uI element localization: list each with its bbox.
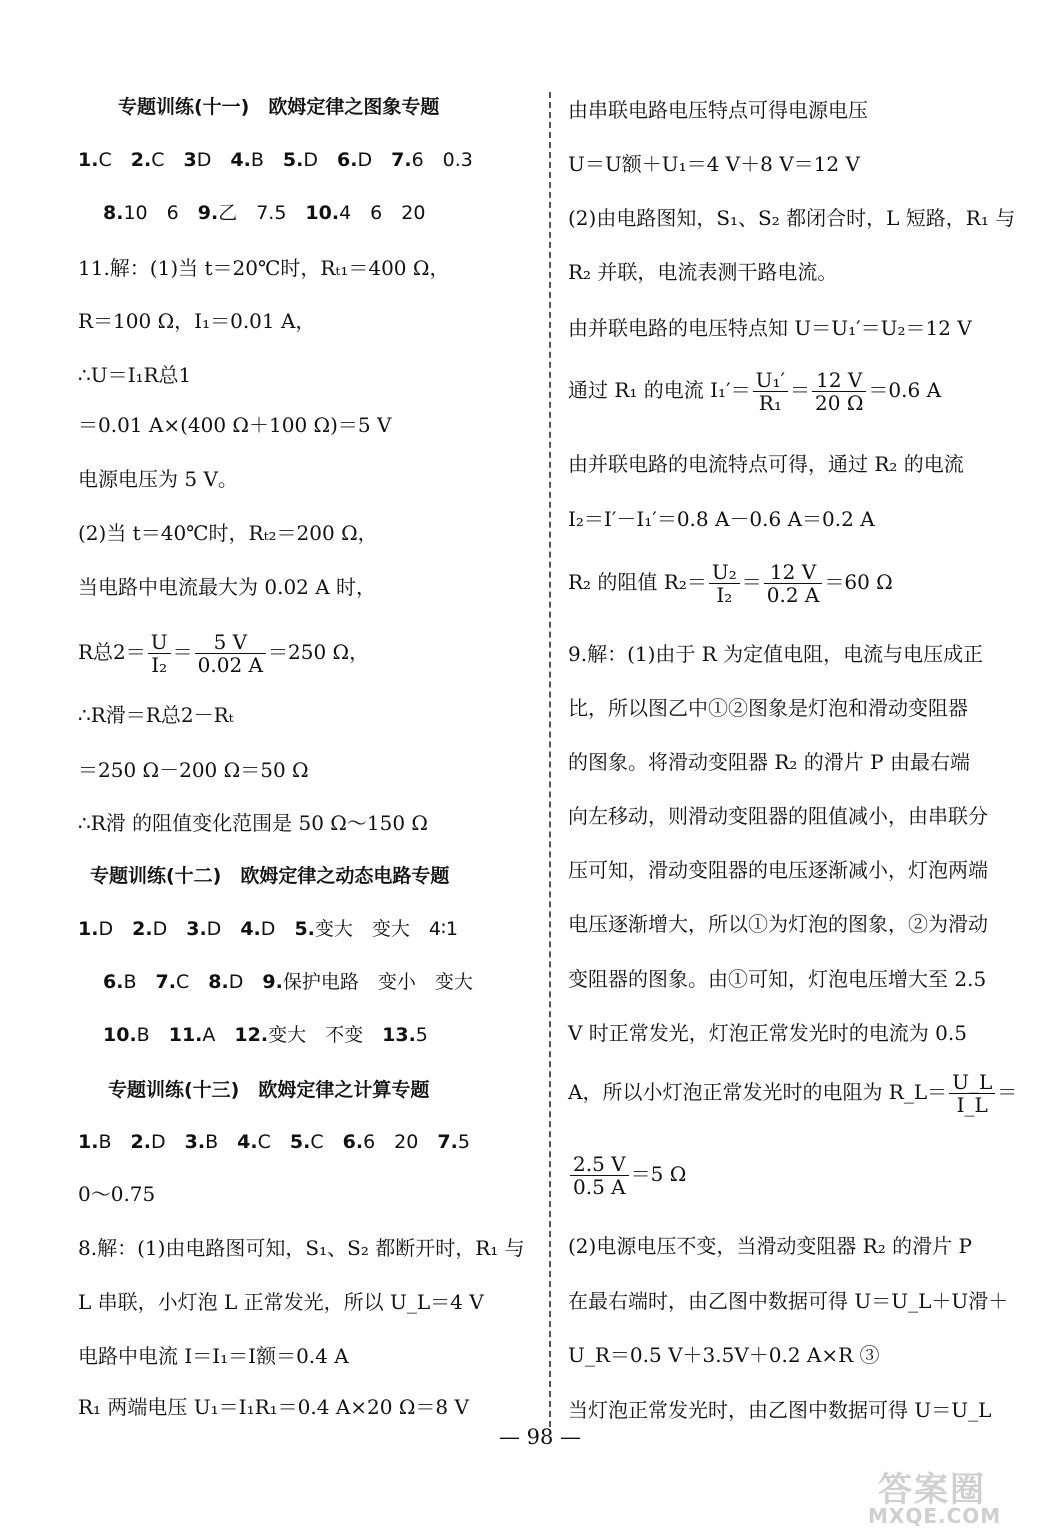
column-divider	[549, 92, 551, 1427]
fraction	[753, 369, 788, 414]
question-number: 5.	[282, 149, 304, 171]
text-line: ∴R滑 的阻值变化范围是 50 Ω～150 Ω	[78, 811, 428, 835]
text-line: 向左移动，则滑动变阻器的阻值减小，由串联分	[568, 804, 988, 828]
fraction-denominator: I₂	[716, 583, 733, 607]
formula-line: $\frac{2.5 V}{0.5 A}$ ＝5 Ω	[568, 1151, 686, 1198]
text-line: 电源电压为 5 V。	[78, 467, 238, 491]
fraction-numerator: U₁′	[753, 369, 788, 392]
fraction-denominator: I₂	[151, 653, 168, 677]
formula-line: R总2＝ $\frac{U}{\text{I₂}}$ ＝ $\frac{5 V}{0.02 A}$ ＝250 Ω，	[78, 630, 370, 677]
fraction-numerator: 12 V	[812, 369, 866, 392]
formula-line: A，所以小灯泡正常发光时的电阻为 R_L＝ $\frac{U\_L}{I\_L}$ ＝	[568, 1070, 1018, 1117]
fraction-numerator: 2.5 V	[570, 1153, 629, 1176]
text-line: 当电路中电流最大为 0.02 A 时，	[78, 575, 377, 599]
answer-value: 变大 不变	[268, 1024, 364, 1046]
text-line: 0～0.75	[78, 1182, 156, 1206]
answer-value: 乙 7.5	[218, 202, 287, 224]
question-number: 12.	[234, 1024, 269, 1046]
text-line: 变阻器的图象。由①可知，灯泡电压增大至 2.5	[568, 967, 987, 991]
text-line: I₂＝I′－I₁′＝0.8 A－0.6 A＝0.2 A	[568, 507, 875, 531]
fraction-denominator: 0.2 A	[766, 583, 820, 607]
answer-value: D	[303, 149, 318, 171]
text-line: (2)电源电压不变，当滑动变阻器 R₂ 的滑片 P	[568, 1234, 972, 1258]
answer-row	[78, 917, 458, 941]
answer-value: C	[257, 1131, 271, 1153]
text-line: 在最右端时，由乙图中数据可得 U＝U_L＋U滑＋	[568, 1289, 1009, 1313]
answer-value: 5	[457, 1131, 470, 1153]
question-number: 3.	[186, 918, 207, 940]
answer-value: D	[152, 918, 168, 940]
question-number: 5.	[294, 918, 315, 940]
question-number: 7.	[155, 971, 176, 993]
question-number: 9.	[197, 202, 219, 224]
watermark-logo	[868, 1462, 1038, 1532]
fraction-denominator: R₁	[758, 391, 782, 415]
answer-value: 10 6	[123, 202, 179, 224]
text-line: 由并联电路的电流特点可得，通过 R₂ 的电流	[568, 452, 964, 476]
fraction	[709, 561, 740, 606]
formula-line: R₂ 的阻值 R₂＝ $\frac{\text{U₂}}{\text{I₂}}$ ＝ $\frac{12 V}{0.2 A}$ ＝60 Ω	[568, 560, 893, 607]
question-number: 9.	[262, 971, 283, 993]
answer-value: B	[98, 1131, 112, 1153]
answer-value: 保护电路 变小 变大	[282, 971, 473, 993]
text-line: 压可知，滑动变阻器的电压逐渐减小，灯泡两端	[568, 858, 988, 882]
fraction-denominator: 0.5 A	[573, 1175, 626, 1199]
text-line: (2)当 t＝40℃时，Rₜ₂＝200 Ω，	[78, 521, 378, 545]
text-line: R＝100 Ω，I₁＝0.01 A，	[78, 309, 316, 333]
answer-row	[78, 148, 473, 172]
fraction-denominator: 0.02 A	[197, 653, 263, 677]
question-number: 6.	[103, 971, 124, 993]
text-line: 8.解：(1)由电路图可知，S₁、S₂ 都断开时，R₁ 与	[78, 1236, 525, 1260]
section-heading: 专题训练(十二) 欧姆定律之动态电路专题	[90, 865, 450, 887]
text-line: 由串联电路电压特点可得电源电压	[568, 98, 868, 122]
question-number: 4.	[240, 918, 261, 940]
question-number: 8.	[103, 202, 124, 224]
question-number: 8.	[208, 971, 229, 993]
text-line: U_R＝0.5 V＋3.5V＋0.2 A×R ③	[568, 1343, 880, 1367]
text-line: R₂ 并联，电流表测干路电流。	[568, 260, 838, 284]
fraction	[812, 369, 866, 414]
text-line: 当灯泡正常发光时，由乙图中数据可得 U＝U_L	[568, 1398, 992, 1422]
fraction-denominator: 20 Ω	[815, 391, 864, 415]
text-line: 由并联电路的电压特点知 U＝U₁′＝U₂＝12 V	[568, 316, 972, 340]
answer-value: A	[202, 1024, 216, 1046]
answer-value: 5	[415, 1024, 428, 1046]
question-number: 7.	[391, 149, 412, 171]
text-line: L 串联，小灯泡 L 正常发光，所以 U_L＝4 V	[78, 1290, 484, 1314]
answer-value: D	[98, 918, 114, 940]
question-number: 3	[183, 149, 197, 171]
section-heading: 专题训练(十三) 欧姆定律之计算专题	[108, 1079, 430, 1101]
fraction-numerator: U	[148, 631, 171, 654]
question-number: 6.	[337, 149, 358, 171]
text-line: 的图象。将滑动变阻器 R₂ 的滑片 P 由最右端	[568, 750, 970, 774]
answer-value: C	[98, 149, 112, 171]
page-number: — 98 —	[498, 1425, 582, 1449]
fraction	[148, 631, 171, 676]
question-number: 3.	[184, 1131, 206, 1153]
fraction-numerator: U_L	[949, 1071, 995, 1094]
answer-value: C	[175, 971, 190, 993]
text-line: 11.解：(1)当 t＝20℃时，Rₜ₁＝400 Ω，	[78, 256, 450, 280]
answer-row	[103, 1023, 428, 1047]
answer-value: 4 6 20	[339, 202, 426, 224]
text-line: 电路中电流 I＝I₁＝I额＝0.4 A	[78, 1344, 349, 1368]
text-line: 比，所以图乙中①②图象是灯泡和滑动变阻器	[568, 696, 968, 720]
question-number: 4.	[237, 1131, 258, 1153]
text-line: 9.解：(1)由于 R 为定值电阻，电流与电压成正	[568, 642, 984, 666]
answer-value: 变大 变大 4∶1	[314, 918, 459, 940]
text-line: V 时正常发光，灯泡正常发光时的电流为 0.5	[568, 1021, 967, 1045]
text-line: ＝250 Ω－200 Ω＝50 Ω	[78, 758, 309, 782]
answer-value: C	[310, 1131, 324, 1153]
answer-value: D	[228, 971, 244, 993]
question-number: 2.	[132, 918, 153, 940]
question-number: 5.	[289, 1131, 311, 1153]
answer-value: B	[136, 1024, 150, 1046]
answer-value: D	[150, 1131, 166, 1153]
answer-value: B	[205, 1131, 219, 1153]
question-number: 10.	[103, 1024, 137, 1046]
answer-value: D	[196, 149, 212, 171]
answer-value: D	[357, 149, 373, 171]
text-line: R₁ 两端电压 U₁＝I₁R₁＝0.4 A×20 Ω＝8 V	[78, 1395, 469, 1419]
text-line: ∴R滑＝R总2－Rₜ	[78, 703, 234, 727]
fraction	[949, 1071, 995, 1116]
question-number: 2.	[130, 1131, 151, 1153]
question-number: 10.	[305, 202, 340, 224]
answer-value: B	[250, 149, 264, 171]
text-line: ＝0.01 A×(400 Ω＋100 Ω)＝5 V	[78, 413, 392, 437]
answer-value: B	[123, 971, 137, 993]
formula-line: 通过 R₁ 的电流 I₁′＝ $\frac{\text{U₁′}}{\text{R₁}}$ ＝ $\frac{12 V}{20 \Omega}$ ＝0.6 A	[568, 368, 942, 415]
answer-row	[103, 970, 473, 994]
fraction-denominator: I_L	[956, 1093, 988, 1117]
question-number: 7.	[437, 1131, 458, 1153]
text-line: ∴U＝I₁R总1	[78, 363, 192, 387]
answer-value: C	[151, 149, 165, 171]
text-line: (2)由电路图知，S₁、S₂ 都闭合时，L 短路，R₁ 与	[568, 206, 1016, 230]
question-number: 1.	[78, 1131, 99, 1153]
answer-value: 6 0.3	[411, 149, 473, 171]
fraction	[195, 631, 266, 676]
text-line: U＝U额＋U₁＝4 V＋8 V＝12 V	[568, 152, 860, 176]
answer-row	[78, 1130, 470, 1154]
question-number: 4.	[230, 149, 251, 171]
fraction	[764, 561, 823, 606]
section-heading: 专题训练(十一) 欧姆定律之图象专题	[118, 96, 440, 118]
question-number: 1.	[78, 918, 99, 940]
answer-value: D	[206, 918, 222, 940]
fraction	[570, 1153, 629, 1198]
watermark-line1: 答案圈	[878, 1470, 986, 1510]
answer-value: D	[260, 918, 276, 940]
text-line: 电压逐渐增大，所以①为灯泡的图象，②为滑动	[568, 912, 988, 936]
question-number: 11.	[168, 1024, 203, 1046]
answer-value: 6 20	[363, 1131, 419, 1153]
answer-row	[103, 201, 425, 225]
question-number: 2.	[130, 149, 152, 171]
question-number: 6.	[342, 1131, 364, 1153]
fraction-numerator: 5 V	[195, 631, 266, 654]
fraction-numerator: 12 V	[764, 561, 823, 584]
fraction-numerator: U₂	[709, 561, 740, 584]
question-number: 1.	[78, 149, 99, 171]
watermark-line2: MXQE.COM	[868, 1504, 1002, 1528]
question-number: 13.	[382, 1024, 416, 1046]
